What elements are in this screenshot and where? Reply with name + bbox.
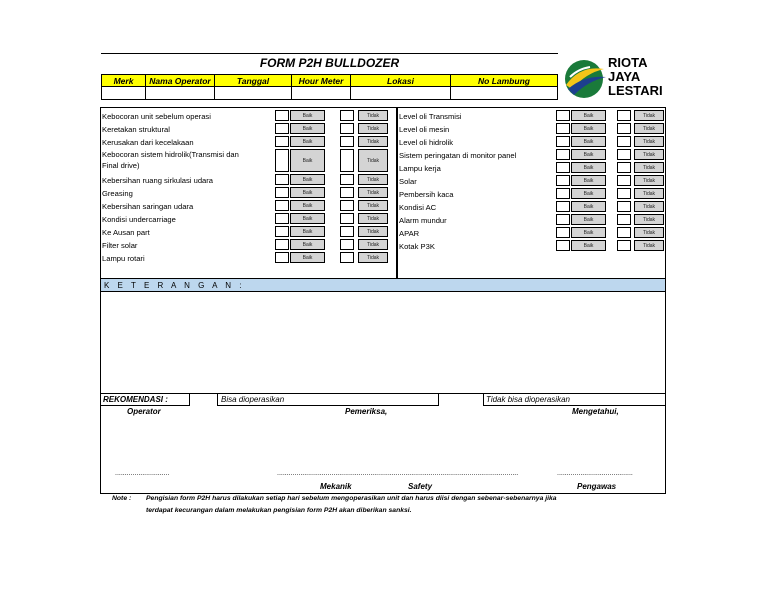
- logo-swoosh-icon: [560, 55, 608, 103]
- keterangan-header: K E T E R A N G A N :: [101, 278, 665, 292]
- checklist-row: [102, 148, 394, 173]
- tidak-button[interactable]: Tidak: [358, 174, 388, 185]
- baik-button[interactable]: Baik: [571, 162, 606, 173]
- checklist-row: [399, 148, 665, 161]
- tidak-button[interactable]: Tidak: [358, 252, 388, 263]
- checklist-item-label: Sistem peringatan di monitor panel: [399, 151, 517, 160]
- form-title: FORM P2H BULLDOZER: [259, 56, 400, 70]
- checklist-row: [102, 212, 394, 225]
- checklist-item-label: Lampu kerja: [399, 164, 441, 173]
- baik-button[interactable]: Baik: [571, 201, 606, 212]
- good-checkbox[interactable]: [275, 252, 289, 263]
- baik-button[interactable]: Baik: [290, 136, 325, 147]
- header-nama-operator: Nama Operator: [146, 74, 215, 87]
- tidak-button[interactable]: Tidak: [634, 240, 664, 251]
- good-checkbox[interactable]: [556, 136, 570, 147]
- baik-button[interactable]: Baik: [571, 214, 606, 225]
- bad-checkbox[interactable]: [617, 136, 631, 147]
- checklist-item-label: Kebocoran sistem hidrolik(Transmisi dan: [102, 150, 239, 159]
- bisa-dioperasikan-label: Bisa dioperasikan: [219, 394, 439, 406]
- note-line-2: terdapat kecurangan dalam melakukan pengisian form P2H akan diberikan sanksi.: [146, 507, 412, 514]
- safety-label: Safety: [408, 482, 433, 491]
- checklist-item-label: Lampu rotari: [102, 254, 145, 263]
- bad-checkbox[interactable]: [617, 201, 631, 212]
- checklist-item-label: Pembersih kaca: [399, 190, 454, 199]
- baik-button[interactable]: Baik: [571, 227, 606, 238]
- operator-signature-line[interactable]: ............................: [115, 470, 170, 477]
- bad-checkbox[interactable]: [340, 123, 354, 134]
- tidak-button[interactable]: Tidak: [358, 110, 388, 121]
- baik-button[interactable]: Baik: [290, 252, 325, 263]
- bad-checkbox[interactable]: [340, 226, 354, 237]
- good-checkbox[interactable]: [556, 149, 570, 160]
- checklist-row: [399, 187, 665, 200]
- bad-checkbox[interactable]: [617, 227, 631, 238]
- good-checkbox[interactable]: [275, 226, 289, 237]
- header-input-row: [101, 87, 558, 100]
- bad-checkbox[interactable]: [617, 188, 631, 199]
- baik-button[interactable]: Baik: [571, 136, 606, 147]
- checklist-item-label: Level oli hidrolik: [399, 138, 454, 147]
- checklist-row: [399, 226, 665, 239]
- checklist-row: [399, 135, 665, 148]
- tidak-button[interactable]: Tidak: [358, 136, 388, 147]
- good-checkbox[interactable]: [556, 214, 570, 225]
- header-tanggal: Tanggal: [215, 74, 292, 87]
- tidak-bisa-dioperasikan-label: Tidak bisa dioperasikan: [486, 395, 570, 404]
- tidak-button[interactable]: Tidak: [358, 123, 388, 134]
- bad-checkbox[interactable]: [617, 175, 631, 186]
- good-checkbox[interactable]: [275, 149, 289, 172]
- checklist-item-label: APAR: [399, 229, 420, 238]
- bad-checkbox[interactable]: [340, 252, 354, 263]
- bad-checkbox[interactable]: [617, 123, 631, 134]
- operator-label: Operator: [127, 407, 161, 416]
- header-columns: [101, 74, 558, 87]
- header-no-lambung: No Lambung: [451, 74, 558, 87]
- pengawas-signature-line[interactable]: .......................................: [557, 470, 633, 477]
- checklist-row: [399, 109, 665, 122]
- good-checkbox[interactable]: [556, 227, 570, 238]
- checklist-item-label: Kondisi AC: [399, 203, 437, 212]
- checklist-row: [102, 173, 394, 186]
- checklist-row: [399, 200, 665, 213]
- tidak-button[interactable]: Tidak: [358, 213, 388, 224]
- baik-button[interactable]: Baik: [571, 240, 606, 251]
- baik-button[interactable]: Baik: [290, 213, 325, 224]
- bad-checkbox[interactable]: [617, 214, 631, 225]
- bad-checkbox[interactable]: [617, 110, 631, 121]
- good-checkbox[interactable]: [556, 110, 570, 121]
- checklist-row: [399, 174, 665, 187]
- logo-line-3: LESTARI: [608, 83, 663, 98]
- tidak-button[interactable]: Tidak: [634, 214, 664, 225]
- title-top-line: [101, 53, 558, 54]
- checklist-row: [102, 109, 394, 122]
- checklist-item-label: Level oli mesin: [399, 125, 450, 134]
- good-checkbox[interactable]: [275, 174, 289, 185]
- tidak-button[interactable]: Tidak: [634, 227, 664, 238]
- baik-button[interactable]: Baik: [290, 200, 325, 211]
- left-checklist: [102, 108, 394, 278]
- baik-button[interactable]: Baik: [290, 187, 325, 198]
- baik-button[interactable]: Baik: [290, 226, 325, 237]
- checklist-row: [102, 122, 394, 135]
- good-checkbox[interactable]: [275, 239, 289, 250]
- no-lambung-input[interactable]: [451, 87, 558, 100]
- note-label: Note :: [112, 495, 132, 502]
- hour-meter-input[interactable]: [292, 87, 351, 100]
- bad-checkbox[interactable]: [340, 174, 354, 185]
- company-logo: [558, 53, 666, 103]
- tidak-button[interactable]: Tidak: [358, 226, 388, 237]
- checklist-item-label: Keretakan struktural: [102, 125, 170, 134]
- bad-checkbox[interactable]: [340, 110, 354, 121]
- checklist-item-label: Level oli Transmisi: [399, 112, 462, 121]
- pemeriksa-label: Pemeriksa,: [345, 407, 388, 416]
- checklist-item-label: Kondisi undercarriage: [102, 215, 176, 224]
- good-checkbox[interactable]: [556, 175, 570, 186]
- merk-input[interactable]: [101, 87, 146, 100]
- checklist-row: [102, 225, 394, 238]
- checklist-item-label: Alarm mundur: [399, 216, 447, 225]
- good-checkbox[interactable]: [275, 187, 289, 198]
- checklist-row: [399, 213, 665, 226]
- checklist-item-label: Greasing: [102, 189, 133, 198]
- pengawas-label: Pengawas: [577, 482, 617, 491]
- tidak-button[interactable]: Tidak: [634, 188, 664, 199]
- tanggal-input[interactable]: [215, 87, 292, 100]
- good-checkbox[interactable]: [275, 200, 289, 211]
- checklist-row: [399, 122, 665, 135]
- bad-checkbox[interactable]: [617, 240, 631, 251]
- bad-checkbox[interactable]: [340, 149, 354, 172]
- good-checkbox[interactable]: [275, 213, 289, 224]
- bad-checkbox[interactable]: [340, 136, 354, 147]
- checklist-item-label: Ke Ausan part: [102, 228, 150, 237]
- good-checkbox[interactable]: [556, 123, 570, 134]
- baik-button[interactable]: Baik: [571, 175, 606, 186]
- baik-button[interactable]: Baik: [290, 110, 325, 121]
- bad-checkbox[interactable]: [340, 239, 354, 250]
- checklist-item-label: Kebersihan ruang sirkulasi udara: [102, 176, 214, 185]
- tidak-button[interactable]: Tidak: [634, 149, 664, 160]
- bad-checkbox[interactable]: [617, 149, 631, 160]
- checklist-row: [399, 161, 665, 174]
- tidak-button[interactable]: Tidak: [634, 136, 664, 147]
- checklist-item-label: Kebocoran unit sebelum operasi: [102, 112, 211, 121]
- mekanik-label: Mekanik: [320, 482, 352, 491]
- tidak-button[interactable]: Tidak: [634, 123, 664, 134]
- tidak-button[interactable]: Tidak: [634, 110, 664, 121]
- checklist-row: [102, 199, 394, 212]
- tidak-button[interactable]: Tidak: [358, 149, 388, 172]
- tidak-button[interactable]: Tidak: [634, 175, 664, 186]
- tidak-button[interactable]: Tidak: [634, 201, 664, 212]
- bad-checkbox[interactable]: [340, 187, 354, 198]
- tidak-bisa-checkbox[interactable]: [439, 394, 484, 406]
- checklist-row: [102, 135, 394, 148]
- header-merk: Merk: [101, 74, 146, 87]
- checklist-row: [399, 239, 665, 252]
- rekomendasi-row: [101, 393, 665, 406]
- checklist-item-label: Filter solar: [102, 241, 138, 250]
- bad-checkbox[interactable]: [340, 200, 354, 211]
- tidak-button[interactable]: Tidak: [358, 187, 388, 198]
- checklist-row: [102, 186, 394, 199]
- column-divider: [396, 108, 398, 278]
- good-checkbox[interactable]: [556, 188, 570, 199]
- checklist-row: [102, 251, 394, 264]
- checklist-item-label: Kotak P3K: [399, 242, 435, 251]
- header-lokasi: Lokasi: [351, 74, 451, 87]
- logo-line-1: RIOTA: [608, 55, 648, 70]
- logo-line-2: JAYA: [608, 69, 641, 84]
- baik-button[interactable]: Baik: [290, 149, 325, 172]
- note-line-1: Pengisian form P2H harus dilakukan setiap hari sebelum mengoperasikan unit dan harus diisi dengan sebenar-sebenarnya jika: [146, 495, 557, 502]
- baik-button[interactable]: Baik: [571, 123, 606, 134]
- header-hour-meter: Hour Meter: [292, 74, 351, 87]
- tidak-button[interactable]: Tidak: [358, 200, 388, 211]
- baik-button[interactable]: Baik: [571, 188, 606, 199]
- keterangan-notes-area[interactable]: [101, 292, 665, 393]
- good-checkbox[interactable]: [275, 110, 289, 121]
- tidak-button[interactable]: Tidak: [358, 239, 388, 250]
- mengetahui-label: Mengetahui,: [572, 407, 619, 416]
- baik-button[interactable]: Baik: [290, 123, 325, 134]
- tidak-button[interactable]: Tidak: [634, 162, 664, 173]
- good-checkbox[interactable]: [556, 240, 570, 251]
- baik-button[interactable]: Baik: [571, 110, 606, 121]
- good-checkbox[interactable]: [275, 136, 289, 147]
- rekomendasi-label: REKOMENDASI :: [103, 395, 168, 404]
- baik-button[interactable]: Baik: [290, 239, 325, 250]
- checklist-item-label-cont: Final drive): [102, 161, 140, 170]
- right-checklist: [399, 108, 665, 278]
- checklist-row: [102, 238, 394, 251]
- baik-button[interactable]: Baik: [571, 149, 606, 160]
- checklist-item-label: Kebersihan saringan udara: [102, 202, 194, 211]
- bad-checkbox[interactable]: [340, 213, 354, 224]
- good-checkbox[interactable]: [275, 123, 289, 134]
- bad-checkbox[interactable]: [617, 162, 631, 173]
- checklist-item-label: Kerusakan dari kecelakaan: [102, 138, 194, 147]
- good-checkbox[interactable]: [556, 201, 570, 212]
- lokasi-input[interactable]: [351, 87, 451, 100]
- checklist-item-label: Solar: [399, 177, 417, 186]
- bisa-checkbox[interactable]: [189, 394, 218, 406]
- good-checkbox[interactable]: [556, 162, 570, 173]
- nama-operator-input[interactable]: [146, 87, 215, 100]
- pemeriksa-signature-line[interactable]: ............................................................................................................................: [277, 470, 519, 477]
- baik-button[interactable]: Baik: [290, 174, 325, 185]
